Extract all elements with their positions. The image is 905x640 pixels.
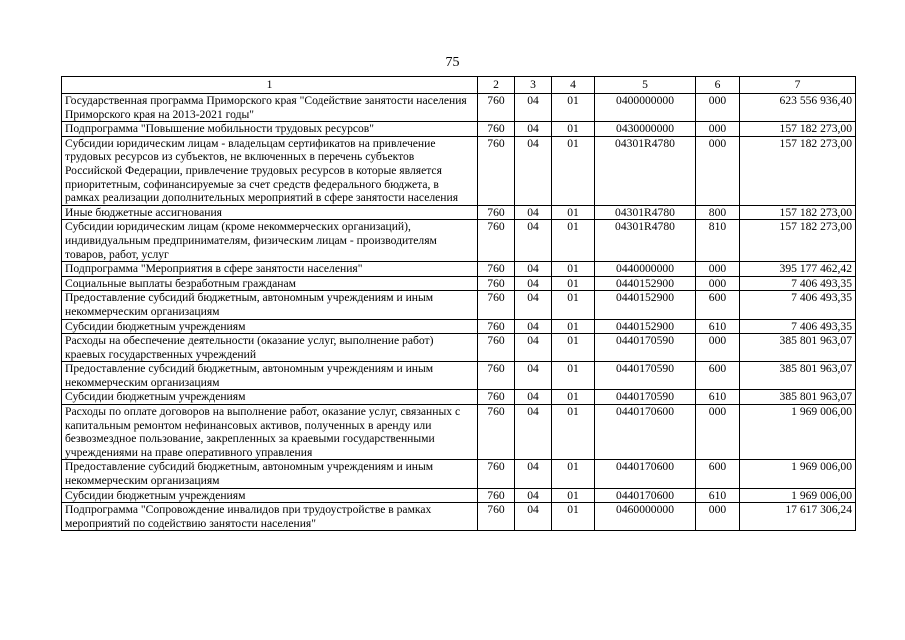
amount-cell: 385 801 963,07: [740, 390, 856, 405]
table-row: [62, 390, 856, 405]
amount-cell: 157 182 273,00: [740, 136, 856, 205]
header-cell-6: 6: [696, 77, 740, 94]
table-row: [62, 362, 856, 390]
expense-type-cell: 610: [696, 390, 740, 405]
table-row: [62, 319, 856, 334]
expense-type-cell: 000: [696, 122, 740, 137]
target-article-cell: 0440170600: [595, 488, 696, 503]
table-row: [62, 94, 856, 122]
ministry-code-cell: 760: [478, 205, 515, 220]
amount-cell: 1 969 006,00: [740, 488, 856, 503]
subsection-code-cell: 01: [552, 94, 595, 122]
row-name-cell: Расходы по оплате договоров на выполнение работ, оказание услуг, связанных с капитальным ремонтом нефинансовых активов, полученных в аренду или безвозмездное пользование, закрепленных за краевыми государственными учреждениями на праве оперативного управления: [62, 405, 478, 460]
row-name-cell: Предоставление субсидий бюджетным, автономным учреждениям и иным некоммерческим организациям: [62, 362, 478, 390]
section-code-cell: 04: [515, 488, 552, 503]
ministry-code-cell: 760: [478, 136, 515, 205]
row-name-cell: Расходы на обеспечение деятельности (оказание услуг, выполнение работ) краевых государственных учреждений: [62, 334, 478, 362]
budget-table: [61, 76, 856, 531]
row-name-cell: Субсидии бюджетным учреждениям: [62, 319, 478, 334]
section-code-cell: 04: [515, 460, 552, 488]
expense-type-cell: 000: [696, 94, 740, 122]
amount-cell: 1 969 006,00: [740, 460, 856, 488]
ministry-code-cell: 760: [478, 405, 515, 460]
section-code-cell: 04: [515, 405, 552, 460]
header-cell-2: 2: [478, 77, 515, 94]
table-row: [62, 503, 856, 531]
table-row: [62, 291, 856, 319]
section-code-cell: 04: [515, 136, 552, 205]
amount-cell: 7 406 493,35: [740, 319, 856, 334]
target-article-cell: 0400000000: [595, 94, 696, 122]
subsection-code-cell: 01: [552, 503, 595, 531]
expense-type-cell: 000: [696, 262, 740, 277]
expense-type-cell: 000: [696, 276, 740, 291]
subsection-code-cell: 01: [552, 405, 595, 460]
table-row: [62, 205, 856, 220]
ministry-code-cell: 760: [478, 122, 515, 137]
target-article-cell: 0430000000: [595, 122, 696, 137]
amount-cell: 1 969 006,00: [740, 405, 856, 460]
header-cell-1: 1: [62, 77, 478, 94]
section-code-cell: 04: [515, 276, 552, 291]
subsection-code-cell: 01: [552, 460, 595, 488]
section-code-cell: 04: [515, 503, 552, 531]
section-code-cell: 04: [515, 291, 552, 319]
header-cell-3: 3: [515, 77, 552, 94]
target-article-cell: 04301R4780: [595, 136, 696, 205]
table-body: [62, 94, 856, 531]
ministry-code-cell: 760: [478, 319, 515, 334]
table-row: [62, 262, 856, 277]
subsection-code-cell: 01: [552, 390, 595, 405]
subsection-code-cell: 01: [552, 488, 595, 503]
subsection-code-cell: 01: [552, 334, 595, 362]
amount-cell: 385 801 963,07: [740, 362, 856, 390]
expense-type-cell: 000: [696, 405, 740, 460]
table-row: [62, 405, 856, 460]
subsection-code-cell: 01: [552, 136, 595, 205]
target-article-cell: 04301R4780: [595, 205, 696, 220]
section-code-cell: 04: [515, 205, 552, 220]
table-row: [62, 122, 856, 137]
row-name-cell: Субсидии бюджетным учреждениям: [62, 390, 478, 405]
row-name-cell: Подпрограмма "Сопровождение инвалидов при трудоустройстве в рамках мероприятий по содействию занятости населения": [62, 503, 478, 531]
amount-cell: 623 556 936,40: [740, 94, 856, 122]
header-cell-5: 5: [595, 77, 696, 94]
ministry-code-cell: 760: [478, 220, 515, 262]
row-name-cell: Субсидии юридическим лицам (кроме некоммерческих организаций), индивидуальным предпринимателям, физическим лицам - производителям товаров, работ, услуг: [62, 220, 478, 262]
target-article-cell: 0440170590: [595, 334, 696, 362]
subsection-code-cell: 01: [552, 319, 595, 334]
subsection-code-cell: 01: [552, 205, 595, 220]
header-cell-7: 7: [740, 77, 856, 94]
subsection-code-cell: 01: [552, 262, 595, 277]
section-code-cell: 04: [515, 262, 552, 277]
expense-type-cell: 000: [696, 334, 740, 362]
amount-cell: 395 177 462,42: [740, 262, 856, 277]
amount-cell: 157 182 273,00: [740, 122, 856, 137]
table-row: [62, 276, 856, 291]
row-name-cell: Предоставление субсидий бюджетным, автономным учреждениям и иным некоммерческим организациям: [62, 460, 478, 488]
amount-cell: 385 801 963,07: [740, 334, 856, 362]
expense-type-cell: 600: [696, 291, 740, 319]
row-name-cell: Государственная программа Приморского края "Содействие занятости населения Приморского края на 2013-2021 годы": [62, 94, 478, 122]
expense-type-cell: 000: [696, 503, 740, 531]
amount-cell: 157 182 273,00: [740, 220, 856, 262]
row-name-cell: Подпрограмма "Мероприятия в сфере занятости населения": [62, 262, 478, 277]
target-article-cell: 04301R4780: [595, 220, 696, 262]
subsection-code-cell: 01: [552, 291, 595, 319]
target-article-cell: 0460000000: [595, 503, 696, 531]
ministry-code-cell: 760: [478, 362, 515, 390]
expense-type-cell: 000: [696, 136, 740, 205]
ministry-code-cell: 760: [478, 291, 515, 319]
expense-type-cell: 810: [696, 220, 740, 262]
ministry-code-cell: 760: [478, 390, 515, 405]
target-article-cell: 0440152900: [595, 291, 696, 319]
table-row: [62, 220, 856, 262]
page-number: 75: [445, 55, 460, 70]
row-name-cell: Иные бюджетные ассигнования: [62, 205, 478, 220]
table-row: [62, 334, 856, 362]
target-article-cell: 0440170600: [595, 405, 696, 460]
section-code-cell: 04: [515, 94, 552, 122]
section-code-cell: 04: [515, 220, 552, 262]
row-name-cell: Субсидии юридическим лицам - владельцам сертификатов на привлечение трудовых ресурсов из субъектов, не включенных в перечень субъектов Российской Федерации, привлечение трудовых ресурсов в которые является приоритетным, софинансируемые за счет средств федерального бюджета, в рамках реализации дополнительных мероприятий в сфере занятости населения: [62, 136, 478, 205]
amount-cell: 17 617 306,24: [740, 503, 856, 531]
section-code-cell: 04: [515, 390, 552, 405]
header-cell-4: 4: [552, 77, 595, 94]
row-name-cell: Предоставление субсидий бюджетным, автономным учреждениям и иным некоммерческим организациям: [62, 291, 478, 319]
expense-type-cell: 610: [696, 488, 740, 503]
expense-type-cell: 610: [696, 319, 740, 334]
header-row: [62, 77, 856, 94]
ministry-code-cell: 760: [478, 503, 515, 531]
ministry-code-cell: 760: [478, 460, 515, 488]
ministry-code-cell: 760: [478, 488, 515, 503]
row-name-cell: Субсидии бюджетным учреждениям: [62, 488, 478, 503]
target-article-cell: 0440000000: [595, 262, 696, 277]
subsection-code-cell: 01: [552, 122, 595, 137]
subsection-code-cell: 01: [552, 276, 595, 291]
table-row: [62, 136, 856, 205]
row-name-cell: Социальные выплаты безработным гражданам: [62, 276, 478, 291]
ministry-code-cell: 760: [478, 262, 515, 277]
table-row: [62, 460, 856, 488]
expense-type-cell: 800: [696, 205, 740, 220]
target-article-cell: 0440170590: [595, 390, 696, 405]
section-code-cell: 04: [515, 334, 552, 362]
ministry-code-cell: 760: [478, 276, 515, 291]
amount-cell: 7 406 493,35: [740, 291, 856, 319]
subsection-code-cell: 01: [552, 362, 595, 390]
target-article-cell: 0440170600: [595, 460, 696, 488]
expense-type-cell: 600: [696, 362, 740, 390]
subsection-code-cell: 01: [552, 220, 595, 262]
section-code-cell: 04: [515, 319, 552, 334]
row-name-cell: Подпрограмма "Повышение мобильности трудовых ресурсов": [62, 122, 478, 137]
section-code-cell: 04: [515, 362, 552, 390]
section-code-cell: 04: [515, 122, 552, 137]
expense-type-cell: 600: [696, 460, 740, 488]
target-article-cell: 0440152900: [595, 276, 696, 291]
ministry-code-cell: 760: [478, 334, 515, 362]
ministry-code-cell: 760: [478, 94, 515, 122]
target-article-cell: 0440152900: [595, 319, 696, 334]
amount-cell: 157 182 273,00: [740, 205, 856, 220]
amount-cell: 7 406 493,35: [740, 276, 856, 291]
table-row: [62, 488, 856, 503]
target-article-cell: 0440170590: [595, 362, 696, 390]
